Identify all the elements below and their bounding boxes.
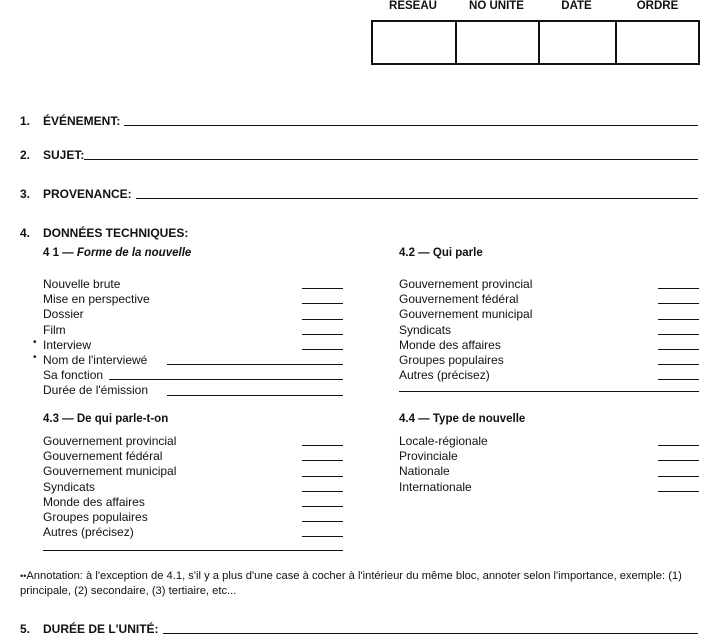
section-4-1-label: Forme de la nouvelle [76,247,192,259]
checkbox-blank[interactable] [658,460,699,461]
question-label: DURÉE DE L'UNITÉ: [43,622,159,636]
section-4-1-title [43,247,191,259]
list-item: Groupes populaires [43,510,343,525]
sujet-input-line[interactable] [84,158,698,160]
list-item-interview: • Interview [43,338,343,353]
duree-unite-input-line[interactable] [163,632,698,634]
section-4-3-title: 4.3 — De qui parle-t-on [43,413,169,425]
list-item: Gouvernement provincial [43,434,343,449]
provenance-input-line[interactable] [136,197,698,199]
question-provenance [20,187,698,201]
list-item-film: Film [43,323,343,338]
list-item: Autres (précisez) [43,525,343,540]
header-label-no-unite: NO UNITÉ [469,0,524,12]
section-4-4-title: 4.4 — Type de nouvelle [399,413,526,425]
question-donnees-techniques [20,226,698,240]
header-label-ordre: ORDRE [636,0,679,12]
annotation-marker: •• [20,571,27,581]
bullet-icon: • [33,336,37,348]
list-item-dossier: Dossier [43,307,343,322]
checkbox-blank[interactable] [302,460,343,461]
checkbox-blank[interactable] [302,476,343,477]
list-item: Gouvernement municipal [43,464,343,479]
list-item: Autres (précisez) [399,368,699,383]
list-item: Syndicats [399,323,699,338]
checkbox-blank[interactable] [658,349,699,350]
list-item: Monde des affaires [43,495,343,510]
ordre-field[interactable] [617,22,698,63]
bullet-icon: • [33,351,37,363]
header-label-date: DATE [561,0,592,12]
annotation-note [20,569,704,599]
checkbox-blank[interactable] [302,288,343,289]
checkbox-blank[interactable] [302,536,343,537]
checkbox-blank[interactable] [302,319,343,320]
list-item-nom-interviewe: • Nom de l'interviewé [43,353,343,368]
list-item: Gouvernement fédéral [43,449,343,464]
date-field[interactable] [540,22,617,63]
list-item: Syndicats [43,480,343,495]
list-item: Groupes populaires [399,353,699,368]
list-item: Nationale [399,464,699,479]
autres-precisez-input-line-4-3[interactable] [43,550,343,551]
reseau-field[interactable] [373,22,457,63]
question-number: 4. [20,226,31,240]
list-item-nouvelle-brute: Nouvelle brute [43,277,343,292]
list-item-mise-en-perspective: Mise en perspective [43,292,343,307]
list-item-sa-fonction: Sa fonction [43,368,343,383]
evenement-input-line[interactable] [124,124,698,126]
autres-precisez-input-line-4-2[interactable] [399,391,699,392]
checkbox-blank[interactable] [302,303,343,304]
checkbox-blank[interactable] [302,334,343,335]
list-item: Gouvernement municipal [399,307,699,322]
section-4-4-list [399,434,699,495]
checkbox-blank[interactable] [658,364,699,365]
question-duree-unite [20,622,698,636]
question-sujet [20,148,698,162]
checkbox-blank[interactable] [302,349,343,350]
checkbox-blank[interactable] [658,334,699,335]
question-label: DONNÉES TECHNIQUES: [43,226,189,240]
checkbox-blank[interactable] [658,379,699,380]
checkbox-blank[interactable] [302,521,343,522]
question-number: 1. [20,114,31,128]
sa-fonction-input-line[interactable] [109,379,343,380]
list-item-duree-emission: Durée de l'émission [43,383,343,398]
checkbox-blank[interactable] [658,491,699,492]
list-item: Gouvernement fédéral [399,292,699,307]
question-number: 5. [20,622,31,636]
section-4-1-number: 4 1 — [43,247,74,259]
nom-interviewe-input-line[interactable] [167,364,343,365]
header-box-grid [371,20,700,65]
question-number: 3. [20,187,31,201]
checkbox-blank[interactable] [658,445,699,446]
list-item: Internationale [399,480,699,495]
section-4-1-list [33,277,343,399]
section-4-3-list [43,434,343,540]
list-item: Locale-régionale [399,434,699,449]
question-label: SUJET: [43,148,85,162]
section-4-2-list [399,277,699,383]
checkbox-blank[interactable] [302,491,343,492]
checkbox-blank[interactable] [658,319,699,320]
question-label: ÉVÉNEMENT: [43,114,121,128]
question-label: PROVENANCE: [43,187,132,201]
section-4-2-title: 4.2 — Qui parle [399,247,483,259]
no-unite-field[interactable] [457,22,540,63]
list-item: Monde des affaires [399,338,699,353]
question-number: 2. [20,148,31,162]
duree-emission-input-line[interactable] [167,395,343,396]
header-label-reseau: RÉSEAU [389,0,437,12]
annotation-text: Annotation: à l'exception de 4.1, s'il y a plus d'une case à cocher à l'intérieur du même bloc, annoter selon l'importance, exemple: (1) principale, (2) secondaire, (3) tertiaire, etc... [20,570,682,597]
checkbox-blank[interactable] [658,288,699,289]
checkbox-blank[interactable] [302,506,343,507]
checkbox-blank[interactable] [658,303,699,304]
question-evenement [20,114,698,128]
checkbox-blank[interactable] [658,476,699,477]
list-item: Provinciale [399,449,699,464]
checkbox-blank[interactable] [302,445,343,446]
list-item: Gouvernement provincial [399,277,699,292]
